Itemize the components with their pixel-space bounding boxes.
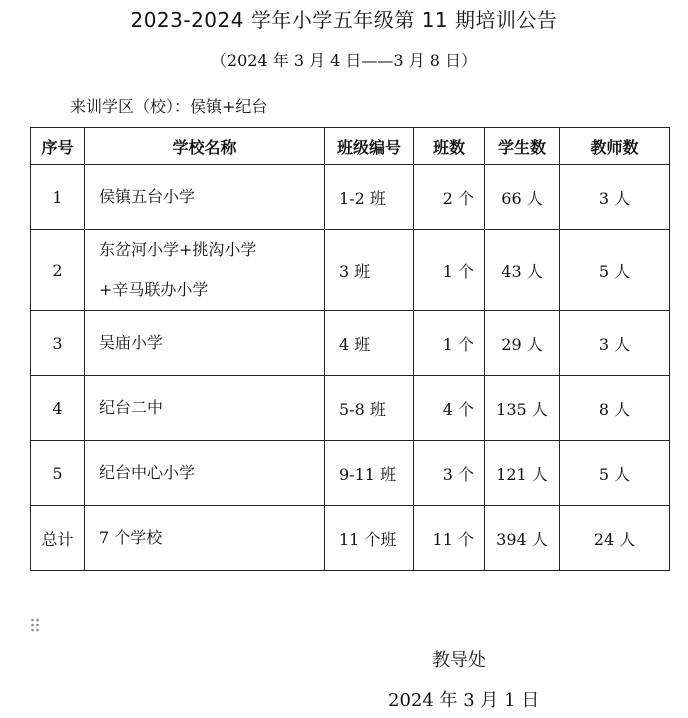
- training-roster-table: [30, 127, 670, 571]
- table-total-row: [31, 506, 670, 571]
- district-line: 来训学区（校）：侯镇+纪台: [70, 97, 268, 116]
- table-row: [31, 376, 670, 441]
- row-school: [85, 311, 325, 376]
- row-class-number: 1-2 班: [325, 165, 414, 230]
- school-name: 吴庙小学: [99, 333, 164, 352]
- header-class-count: 班数: [414, 128, 485, 165]
- row-student-count: 135 人: [485, 376, 560, 441]
- header-student-count: 学生数: [485, 128, 560, 165]
- drag-handle-icon-graphic: [30, 617, 40, 633]
- school-name-line-1: 东岔河小学+挑沟小学: [99, 240, 257, 259]
- total-class-count: 11 个: [414, 506, 485, 571]
- school-name-line-2: +辛马联办小学: [99, 280, 209, 299]
- school-name: 纪台二中: [99, 398, 164, 417]
- row-class-count: 4 个: [414, 376, 485, 441]
- drag-handle-icon[interactable]: [30, 617, 40, 633]
- total-label: 总计: [31, 506, 85, 571]
- date-range: （2024 年 3 月 4 日——3 月 8 日）: [210, 51, 478, 70]
- row-teacher-count: 3 人: [560, 311, 670, 376]
- row-school: [85, 441, 325, 506]
- table-row: [31, 441, 670, 506]
- row-class-count: 2 个: [414, 165, 485, 230]
- row-teacher-count: 5 人: [560, 441, 670, 506]
- row-class-number: 4 班: [325, 311, 414, 376]
- row-class-number: 3 班: [325, 230, 414, 311]
- issuing-office: 教导处: [432, 650, 486, 671]
- row-index: 3: [31, 311, 85, 376]
- page-title: 2023-2024 学年小学五年级第 11 期培训公告: [130, 8, 558, 32]
- row-school: [85, 165, 325, 230]
- row-class-count: 1 个: [414, 311, 485, 376]
- total-teacher-count: 24 人: [560, 506, 670, 571]
- header-class-number: 班级编号: [325, 128, 414, 165]
- row-index: 2: [31, 230, 85, 311]
- row-class-count: 1 个: [414, 230, 485, 311]
- table-header-row: [31, 128, 670, 165]
- row-class-number: 5-8 班: [325, 376, 414, 441]
- row-student-count: 29 人: [485, 311, 560, 376]
- table-row: [31, 311, 670, 376]
- row-teacher-count: 8 人: [560, 376, 670, 441]
- row-school: [85, 376, 325, 441]
- row-student-count: 43 人: [485, 230, 560, 311]
- row-student-count: 66 人: [485, 165, 560, 230]
- row-teacher-count: 5 人: [560, 230, 670, 311]
- row-school: [85, 506, 325, 571]
- total-class-number: 11 个班: [325, 506, 414, 571]
- header-index: 序号: [31, 128, 85, 165]
- issue-date: 2024 年 3 月 1 日: [388, 690, 540, 711]
- row-class-count: 3 个: [414, 441, 485, 506]
- total-student-count: 394 人: [485, 506, 560, 571]
- header-teacher-count: 教师数: [560, 128, 670, 165]
- row-teacher-count: 3 人: [560, 165, 670, 230]
- header-school-name: 学校名称: [85, 128, 325, 165]
- school-name: 纪台中心小学: [99, 463, 196, 482]
- row-index: 1: [31, 165, 85, 230]
- row-student-count: 121 人: [485, 441, 560, 506]
- row-school: [85, 230, 325, 311]
- row-index: 5: [31, 441, 85, 506]
- table-row: [31, 165, 670, 230]
- total-school-count: 7 个学校: [99, 528, 163, 547]
- row-class-number: 9-11 班: [325, 441, 414, 506]
- row-index: 4: [31, 376, 85, 441]
- table-row: [31, 230, 670, 311]
- school-name: 侯镇五台小学: [99, 187, 196, 206]
